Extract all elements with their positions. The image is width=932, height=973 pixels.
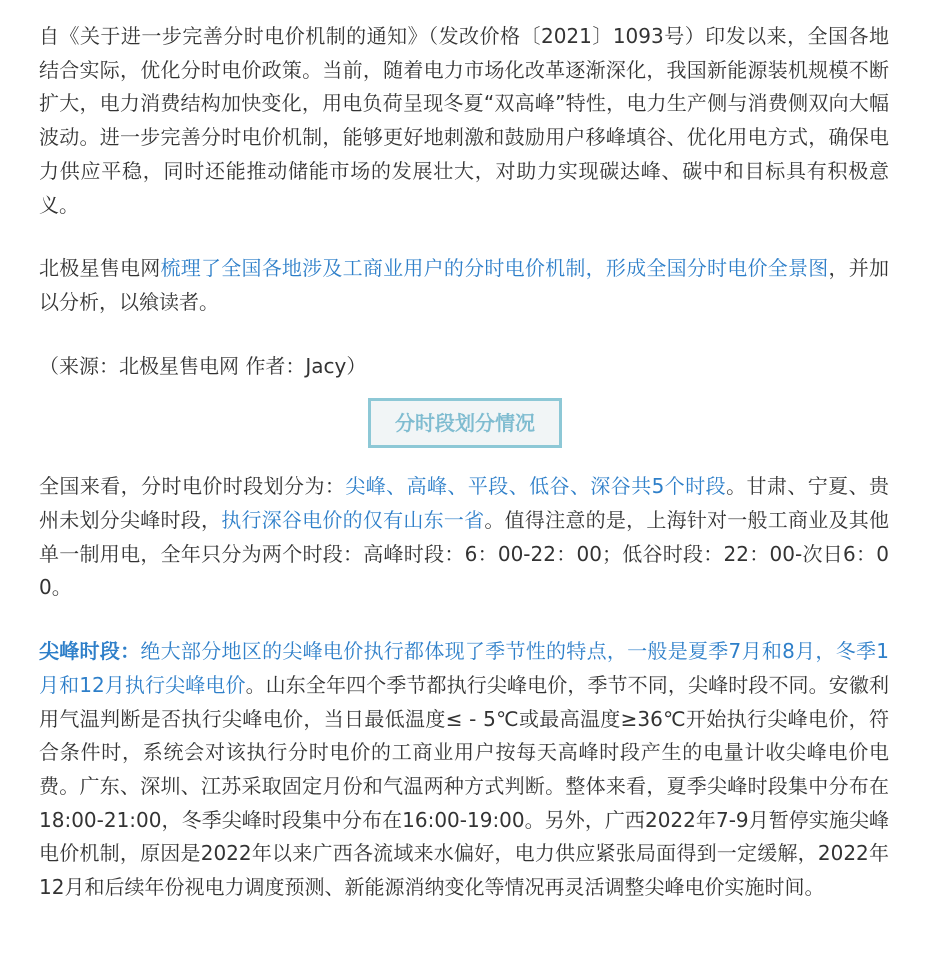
summary-paragraph <box>39 252 889 319</box>
panorama-link-text: 梳理了全国各地涉及工商业用户的分时电价机制，形成全国分时电价全景图 <box>160 256 829 281</box>
peak-period-highlight: 绝大部分地区的尖峰电价执行都体现了季节性的特点，一般是夏季7月和8月，冬季1月和12月执行尖峰电价 <box>39 639 889 697</box>
section-heading: 分时段划分情况 <box>368 398 562 448</box>
intro-paragraph: 自《关于进一步完善分时电价机制的通知》（发改价格〔2021〕1093号）印发以来，全国各地结合实际，优化分时电价政策。当前，随着电力市场化改革逐渐深化，我国新能源装机规模不断扩大，电力消费结构加快变化，用电负荷呈现冬夏“双高峰”特性，电力生产侧与消费侧双向大幅波动。进一步完善分时电价机制，能够更好地刺激和鼓励用户移峰填谷、优化用电方式，确保电力供应平稳，同时还能推动储能市场的发展壮大，对助力实现碳达峰、碳中和目标具有积极意义。 <box>39 24 889 217</box>
period-highlight-2: 执行深谷电价的仅有山东一省 <box>221 508 485 533</box>
period-division-paragraph <box>39 470 889 605</box>
publisher-name: 北极星售电网 <box>39 256 161 281</box>
peak-period-rest: 。山东全年四个季节都执行尖峰电价，季节不同，尖峰时段不同。安徽利用气温判断是否执行尖峰电价，当日最低温度≤ - 5℃或最高温度≥36℃开始执行尖峰电价，符合条件时，系统会对该执行分时电价的工商业用户按每天高峰时段产生的电量计收尖峰电价电费。广东、深圳、江苏采取固定月份和气温两种方式判断。整体来看，夏季尖峰时段集中分布在18:00-21:00，冬季尖峰时段集中分布在16:00-19:00。另外，广西2022年7-9月暂停实施尖峰电价机制，原因是2022年以来广西各流域来水偏好，电力供应紧张局面得到一定缓解，2022年12月和后续年份视电力调度预测、新能源消纳变化等情况再灵活调整尖峰电价实施时间。 <box>39 672 889 900</box>
period-highlight-1: 尖峰、高峰、平段、低谷、深谷共5个时段 <box>345 474 727 499</box>
peak-period-paragraph <box>39 635 889 905</box>
source-line: （来源：北极星售电网 作者：Jacy） <box>39 353 367 378</box>
peak-period-label: 尖峰时段： <box>39 639 141 664</box>
section-heading-wrap <box>39 398 889 454</box>
article-body <box>39 20 889 905</box>
period-text-2: 。甘肃、宁夏、贵州未划分尖峰时段， <box>39 474 890 533</box>
period-text-3: 。值得注意的是，上海针对一般工商业及其他单一制用电，全年只分为两个时段：高峰时段：6：00-22：00；低谷时段：22：00-次日6：00。 <box>39 508 890 600</box>
period-text-1: 全国来看，分时电价时段划分为： <box>39 474 346 499</box>
summary-suffix: ，并加以分析，以飨读者。 <box>39 256 890 314</box>
